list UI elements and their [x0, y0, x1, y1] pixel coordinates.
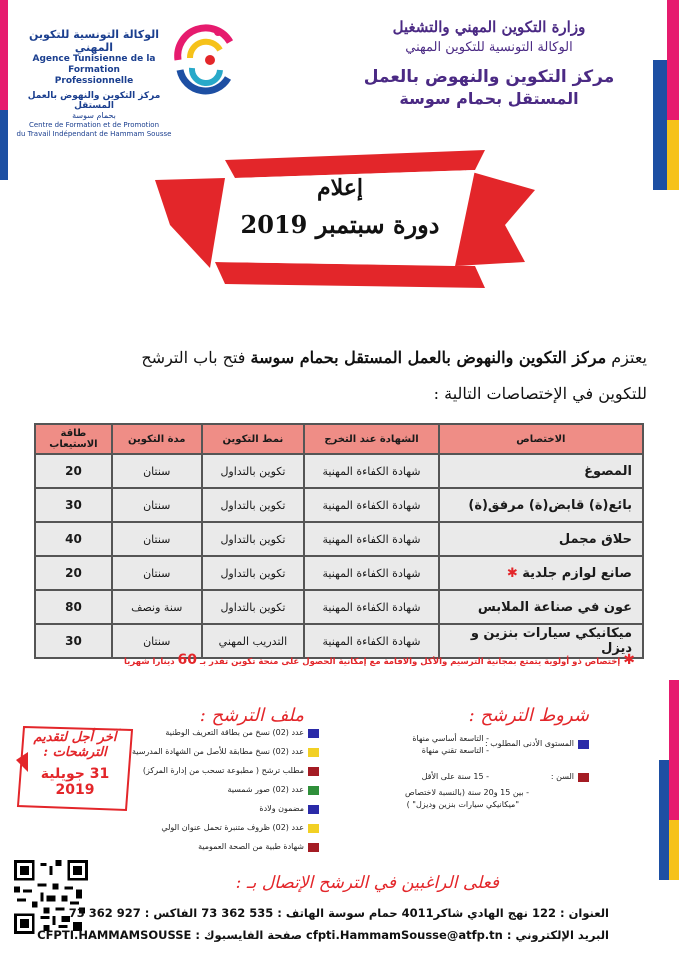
agency-name-fr-2: Professionnelle	[54, 76, 134, 86]
deadline-line-2: الترشحات :	[43, 745, 107, 760]
cell-mode: تكوين بالتداول	[202, 556, 305, 590]
cell-specialty: عون في صناعة الملابس	[439, 590, 643, 624]
agency-name-fr-1: Agence Tunisienne de la Formation	[32, 54, 156, 75]
center-name-ar-2: بحمام سوسة	[72, 111, 116, 120]
table-row	[35, 488, 643, 522]
level-option-1: - التاسعة أساسي منهاة	[412, 734, 489, 743]
corner-bar-blue-bottom	[659, 760, 669, 880]
list-item: مضمون ولادة	[259, 804, 304, 813]
cell-mode: تكوين بالتداول	[202, 488, 305, 522]
contact-title: فعلى الراغبين في الترشح الإتصال بـ :	[235, 873, 499, 893]
intro-center-name: مركز التكوين والنهوض بالعمل المستقل بحمام سوسة	[250, 348, 607, 367]
deadline-line-1: آخر أجل لتقديم	[33, 730, 117, 745]
agency-name-ar: الوكالة التونسية للتكوين المهني	[29, 28, 159, 54]
corner-bar-yellow-bottom	[669, 820, 679, 880]
cell-certificate: شهادة الكفاءة المهنية	[304, 556, 438, 590]
cell-capacity: 30	[35, 488, 112, 522]
atfp-logo-icon	[170, 20, 242, 100]
note-star-icon: ✱	[623, 652, 635, 668]
cell-duration: سنتان	[112, 624, 202, 658]
contact-address: العنوان : 122 نهج الهادي شاكر4011 حمام سوسة الهاتف : 535 362 73 الفاكس : 927 362 73	[68, 906, 609, 920]
level-bullet-icon	[578, 740, 589, 749]
doc-bullet-icon	[308, 805, 319, 814]
table-header-row	[35, 424, 643, 454]
col-header-mode: نمط التكوين	[202, 424, 305, 454]
doc-bullet-icon	[308, 843, 319, 852]
table-row	[35, 454, 643, 488]
documents-title: ملف الترشح :	[199, 705, 304, 726]
cell-certificate: شهادة الكفاءة المهنية	[304, 590, 438, 624]
priority-note	[124, 652, 635, 668]
cell-mode: تكوين بالتداول	[202, 454, 305, 488]
cell-certificate: شهادة الكفاءة المهنية	[304, 488, 438, 522]
corner-bar-left-pink	[0, 0, 8, 110]
cell-capacity: 20	[35, 556, 112, 590]
header-institution	[339, 18, 639, 108]
cell-specialty	[439, 556, 643, 590]
corner-bar-yellow	[667, 120, 679, 190]
center-line-1: مركز التكوين والنهوض بالعمل	[363, 67, 615, 87]
age-bullet-icon	[578, 773, 589, 782]
center-name-fr-2: du Travail Indépendant de Hammam Sousse	[16, 130, 172, 138]
cell-specialty: ميكانيكي سيارات بنزين و ديزل	[439, 624, 643, 658]
corner-bar-blue	[653, 60, 667, 190]
intro-line-2: للتكوين في الإختصاصات التالية :	[433, 384, 647, 403]
list-item: عدد (02) ظروف متنبرة تحمل عنوان الولي	[161, 823, 304, 832]
deadline-box	[20, 730, 130, 808]
center-name-ar-1: مركز التكوين والنهوض بالعمل المستقل	[27, 91, 161, 111]
note-amount: 60	[177, 652, 198, 668]
doc-bullet-icon	[308, 748, 319, 757]
table-row	[35, 522, 643, 556]
age-option-2: - بين 15 و20 سنة (بالنسبة لاختصاص	[405, 788, 529, 797]
cell-duration: سنتان	[112, 488, 202, 522]
age-option-3: "ميكانيكي سيارات بنزين وديزل" )	[406, 800, 519, 809]
cell-capacity: 40	[35, 522, 112, 556]
cell-specialty: حلاق مجمل	[439, 522, 643, 556]
table-row	[35, 556, 643, 590]
banner-title: إعلام	[317, 175, 363, 201]
table-row	[35, 590, 643, 624]
list-item: عدد (02) صور شمسية	[227, 785, 304, 794]
cell-duration: سنة ونصف	[112, 590, 202, 624]
corner-bar-pink	[667, 0, 679, 120]
ministry-line-2: الوكالة التونسية للتكوين المهني	[405, 40, 573, 55]
cell-certificate: شهادة الكفاءة المهنية	[304, 624, 438, 658]
cell-specialty: المصوغ	[439, 454, 643, 488]
qr-code-icon	[14, 860, 88, 934]
contact-email: البريد الإلكتروني : cfpti.HammamSousse@atfp.tn صفحة الفايسبوك : CFPTI.HAMMAMSOUSSE	[37, 928, 609, 942]
intro-part-3: فتح باب الترشح	[141, 348, 251, 367]
cell-duration: سنتان	[112, 556, 202, 590]
age-option-1: - 15 سنة على الأقل	[421, 772, 489, 781]
doc-bullet-icon	[308, 729, 319, 738]
cell-duration: سنتان	[112, 454, 202, 488]
cell-certificate: شهادة الكفاءة المهنية	[304, 454, 438, 488]
deadline-date: 31 جويلية 2019	[40, 766, 110, 798]
note-unit: دينارا شهريا	[123, 657, 175, 667]
cell-mode: تكوين بالتداول	[202, 590, 305, 624]
banner-subtitle: دورة سبتمبر 2019	[240, 210, 440, 239]
cell-mode: تكوين بالتداول	[202, 522, 305, 556]
cell-capacity: 30	[35, 624, 112, 658]
list-item: عدد (02) نسخ من بطاقة التعريف الوطنية	[165, 728, 304, 737]
specialties-table	[34, 423, 644, 659]
center-line-2: المستقل بحمام سوسة	[399, 89, 579, 108]
cell-duration: سنتان	[112, 522, 202, 556]
note-text: إختصاص ذو أولوية يتمتع بمجانية الترسيم والأكل والاقامة مع إمكانية الحصول على منحة تكوين تقدر بـ	[200, 657, 621, 667]
cell-specialty-text: صانع لوازم جلدية	[522, 565, 632, 581]
cell-certificate: شهادة الكفاءة المهنية	[304, 522, 438, 556]
center-name-fr-1: Centre de Formation et de Promotion	[28, 121, 160, 129]
cell-capacity: 80	[35, 590, 112, 624]
intro-part-1: يعتزم	[606, 348, 647, 367]
col-header-certificate: الشهادة عند التخرج	[304, 424, 438, 454]
cell-specialty: بائع(ة) قابض(ة) مرفق(ة)	[439, 488, 643, 522]
col-header-specialty: الاختصاص	[439, 424, 643, 454]
list-item: مطلب ترشح ( مطبوعة تسحب من إدارة المركز)	[142, 766, 304, 775]
ministry-line-1: وزارة التكوين المهني والتشغيل	[392, 18, 586, 36]
agency-block	[14, 28, 174, 138]
list-item: شهادة طبية من الصحة العمومية	[198, 842, 304, 851]
level-option-2: - التاسعة تقني منهاة	[421, 746, 489, 755]
list-item: عدد (02) نسخ مطابقة للأصل من الشهادة المدرسية	[131, 747, 304, 756]
doc-bullet-icon	[308, 824, 319, 833]
doc-bullet-icon	[308, 767, 319, 776]
conditions-title: شروط الترشح :	[468, 705, 589, 726]
doc-bullet-icon	[308, 786, 319, 795]
cell-capacity: 20	[35, 454, 112, 488]
priority-star-icon: ✱	[506, 565, 518, 581]
corner-bar-left-blue	[0, 110, 8, 180]
level-label: المستوى الأدنى المطلوب :	[485, 739, 574, 748]
col-header-capacity: طاقة الاستيعاب	[35, 424, 112, 454]
age-label: السن :	[550, 772, 574, 781]
cell-mode: التدريب المهني	[202, 624, 305, 658]
intro-text	[27, 340, 647, 412]
col-header-duration: مدة التكوين	[112, 424, 202, 454]
